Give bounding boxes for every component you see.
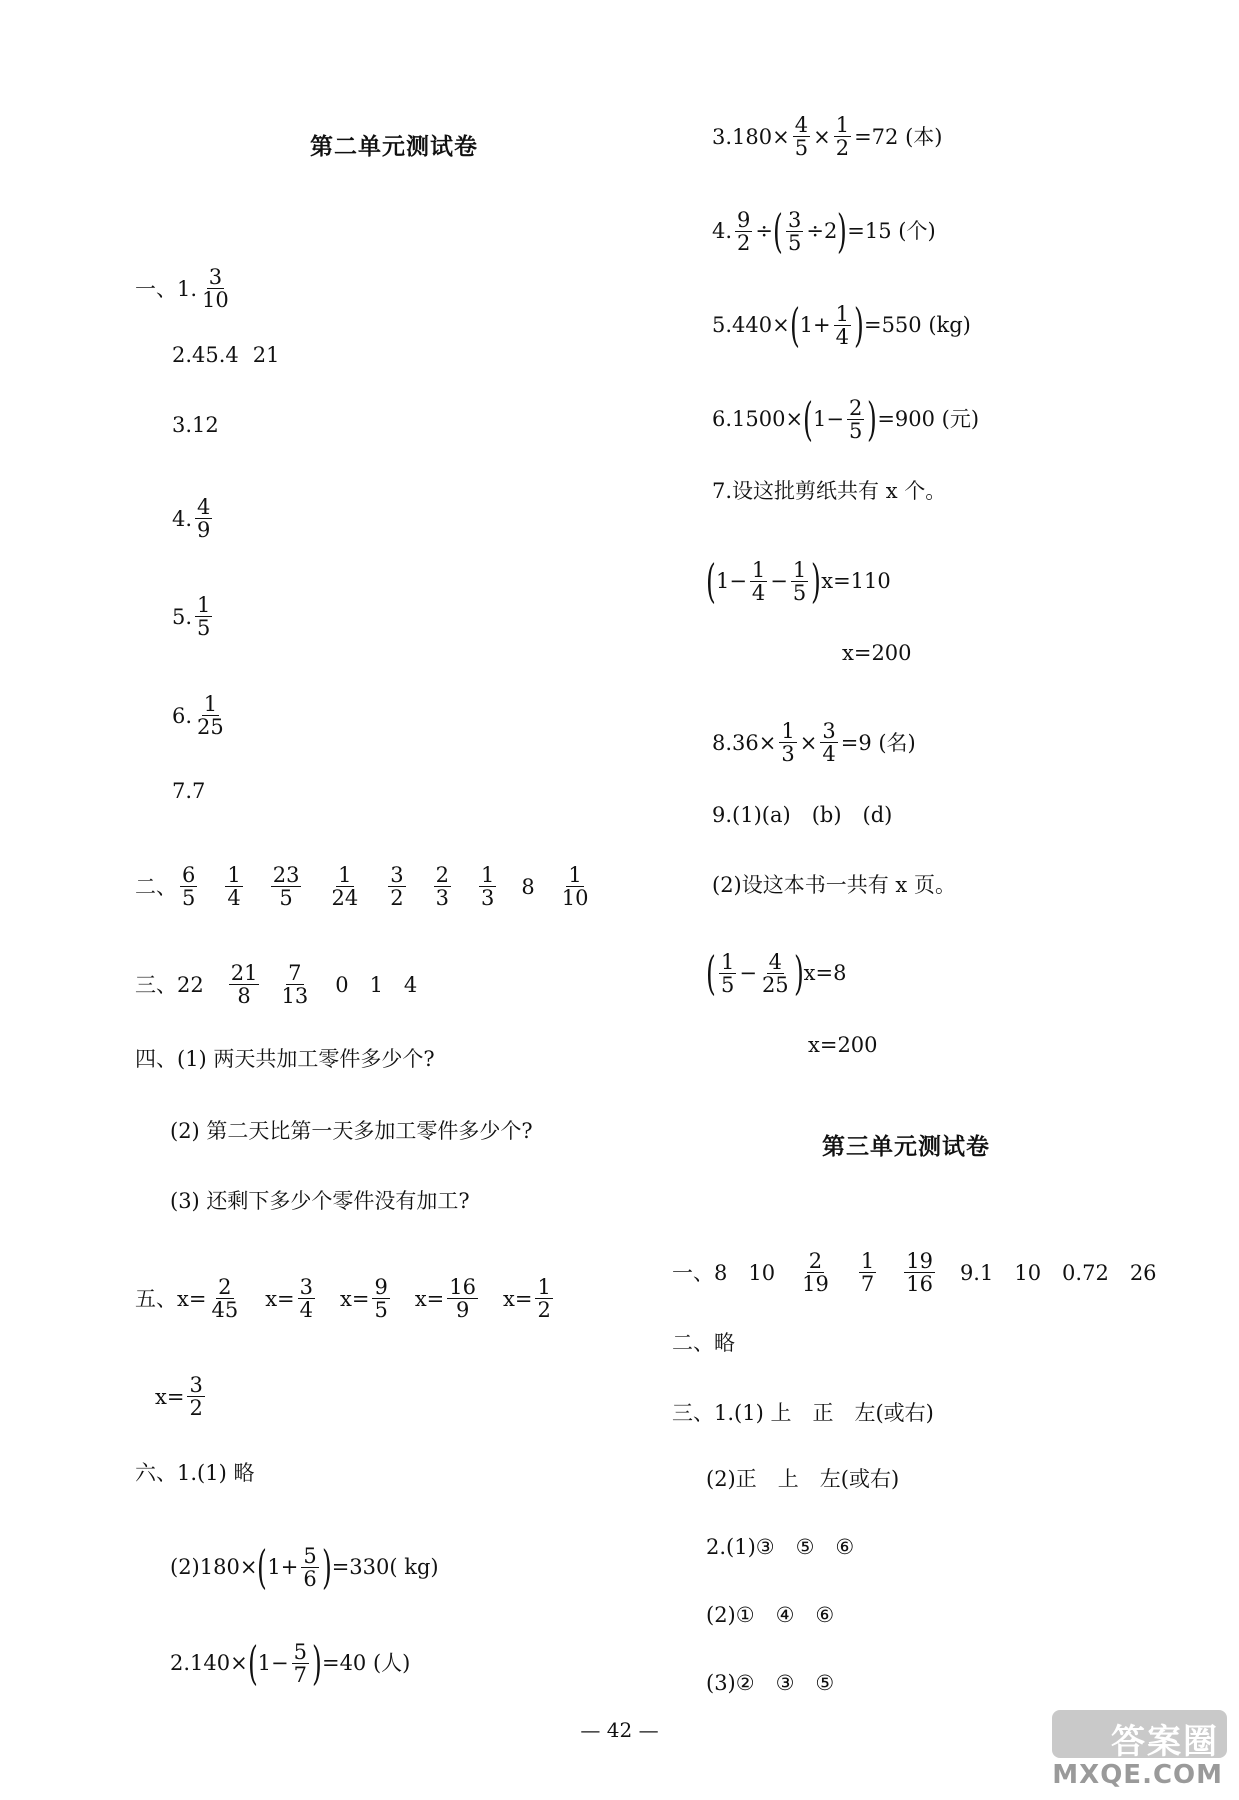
unit2-q6-7: 7.设这批剪纸共有 x 个。 bbox=[712, 479, 947, 503]
unit2-q4-2: (2) 第二天比第一天多加工零件多少个? bbox=[170, 1119, 533, 1143]
unit3-q2: 二、略 bbox=[672, 1331, 735, 1355]
unit2-q1-2: 2.45.4 21 bbox=[172, 343, 280, 367]
unit2-q6-7-solution: x=200 bbox=[842, 641, 912, 665]
unit2-q6-3: 3.180× $\frac{4}{5}$ × $\frac{1}{2}$ =72 (本) bbox=[712, 113, 943, 160]
unit2-q4-3: (3) 还剩下多少个零件没有加工? bbox=[170, 1189, 470, 1213]
unit2-q1-7: 7.7 bbox=[172, 779, 206, 803]
unit2-q5: 五、 x= $\frac{2}{45}$ x= $\frac{3}{4}$ x= $\frac{9}{5}$ x= $\frac{16}{9}$ x= $\frac{1}{2}$ bbox=[135, 1275, 551, 1322]
unit3-q3-1-1: 三、1.(1) 上 正 左(或右) bbox=[672, 1401, 934, 1425]
unit2-q1-5: 5. $\frac{1}{5}$ bbox=[172, 593, 211, 640]
unit2-q1-3: 3.12 bbox=[172, 413, 219, 437]
unit2-q6-2: 2.140× ( 1− $\frac{5}{7}$ ) =40 (人) bbox=[170, 1636, 411, 1690]
unit2-q6-9-solution: x=200 bbox=[808, 1033, 878, 1057]
unit3-q1: 一、8 10 $\frac{2}{19}$ $\frac{1}{7}$ $\frac{19}{16}$ 9.1 10 0.72 26 bbox=[672, 1249, 1157, 1296]
unit2-q6-1-2: (2)180× ( 1+ $\frac{5}{6}$ ) =330( kg) bbox=[170, 1540, 439, 1594]
unit2-q4-1: 四、(1) 两天共加工零件多少个? bbox=[135, 1047, 435, 1071]
unit2-q1-4: 4. $\frac{4}{9}$ bbox=[172, 495, 211, 542]
unit2-q1-6: 6. $\frac{1}{25}$ bbox=[172, 692, 224, 739]
unit3-title: 第三单元测试卷 bbox=[822, 1133, 990, 1160]
unit2-q6-4: 4. $\frac{9}{2}$ ÷ ( $\frac{3}{5}$ ÷2 ) =15 (个) bbox=[712, 204, 936, 258]
unit2-q2: 二、 $\frac{6}{5}$ $\frac{1}{4}$ $\frac{23}{5}$ $\frac{1}{24}$ $\frac{3}{2}$ $\frac{2}{3}$ $\frac{1}{3}$ 8 $\frac{1}{10}$ bbox=[135, 863, 589, 910]
unit2-q6-8: 8.36× $\frac{1}{3}$ × $\frac{3}{4}$ =9 (名) bbox=[712, 719, 916, 766]
unit2-q6-9-2: (2)设这本书一共有 x 页。 bbox=[712, 873, 956, 897]
fraction: $\frac{3}{10}$ bbox=[202, 265, 229, 312]
watermark-logo bbox=[1052, 1710, 1227, 1790]
unit2-q6-9-1: 9.(1)(a) (b) (d) bbox=[712, 803, 893, 827]
unit3-q3-1-2: (2)正 上 左(或右) bbox=[706, 1467, 900, 1491]
unit2-q6-7-equation: ( 1− $\frac{1}{4}$ − $\frac{1}{5}$ ) x=110 bbox=[706, 554, 891, 608]
unit3-q3-2-1: 2.(1)③ ⑤ ⑥ bbox=[706, 1535, 855, 1559]
unit2-q6-6: 6.1500× ( 1− $\frac{2}{5}$ ) =900 (元) bbox=[712, 392, 980, 446]
unit2-title: 第二单元测试卷 bbox=[310, 133, 478, 160]
watermark-title: 答案圈 bbox=[1111, 1722, 1219, 1762]
watermark-url: MXQE.COM bbox=[1052, 1760, 1223, 1790]
unit3-q3-2-2: (2)① ④ ⑥ bbox=[706, 1603, 835, 1627]
unit2-q5-last: x= $\frac{3}{2}$ bbox=[155, 1373, 203, 1420]
unit2-q6-9-equation: ( $\frac{1}{5}$ − $\frac{4}{25}$ ) x=8 bbox=[706, 946, 847, 1000]
unit2-q1-1: 一、1. $\frac{3}{10}$ bbox=[135, 265, 229, 312]
unit2-q6-1: 六、1.(1) 略 bbox=[135, 1461, 255, 1485]
unit2-q3: 三、22 $\frac{21}{8}$ $\frac{7}{13}$ 0 1 4 bbox=[135, 961, 418, 1008]
unit2-q6-5: 5.440× ( 1+ $\frac{1}{4}$ ) =550 (kg) bbox=[712, 298, 971, 352]
page-number: — 42 — bbox=[580, 1718, 659, 1742]
unit3-q3-2-3: (3)② ③ ⑤ bbox=[706, 1671, 835, 1695]
